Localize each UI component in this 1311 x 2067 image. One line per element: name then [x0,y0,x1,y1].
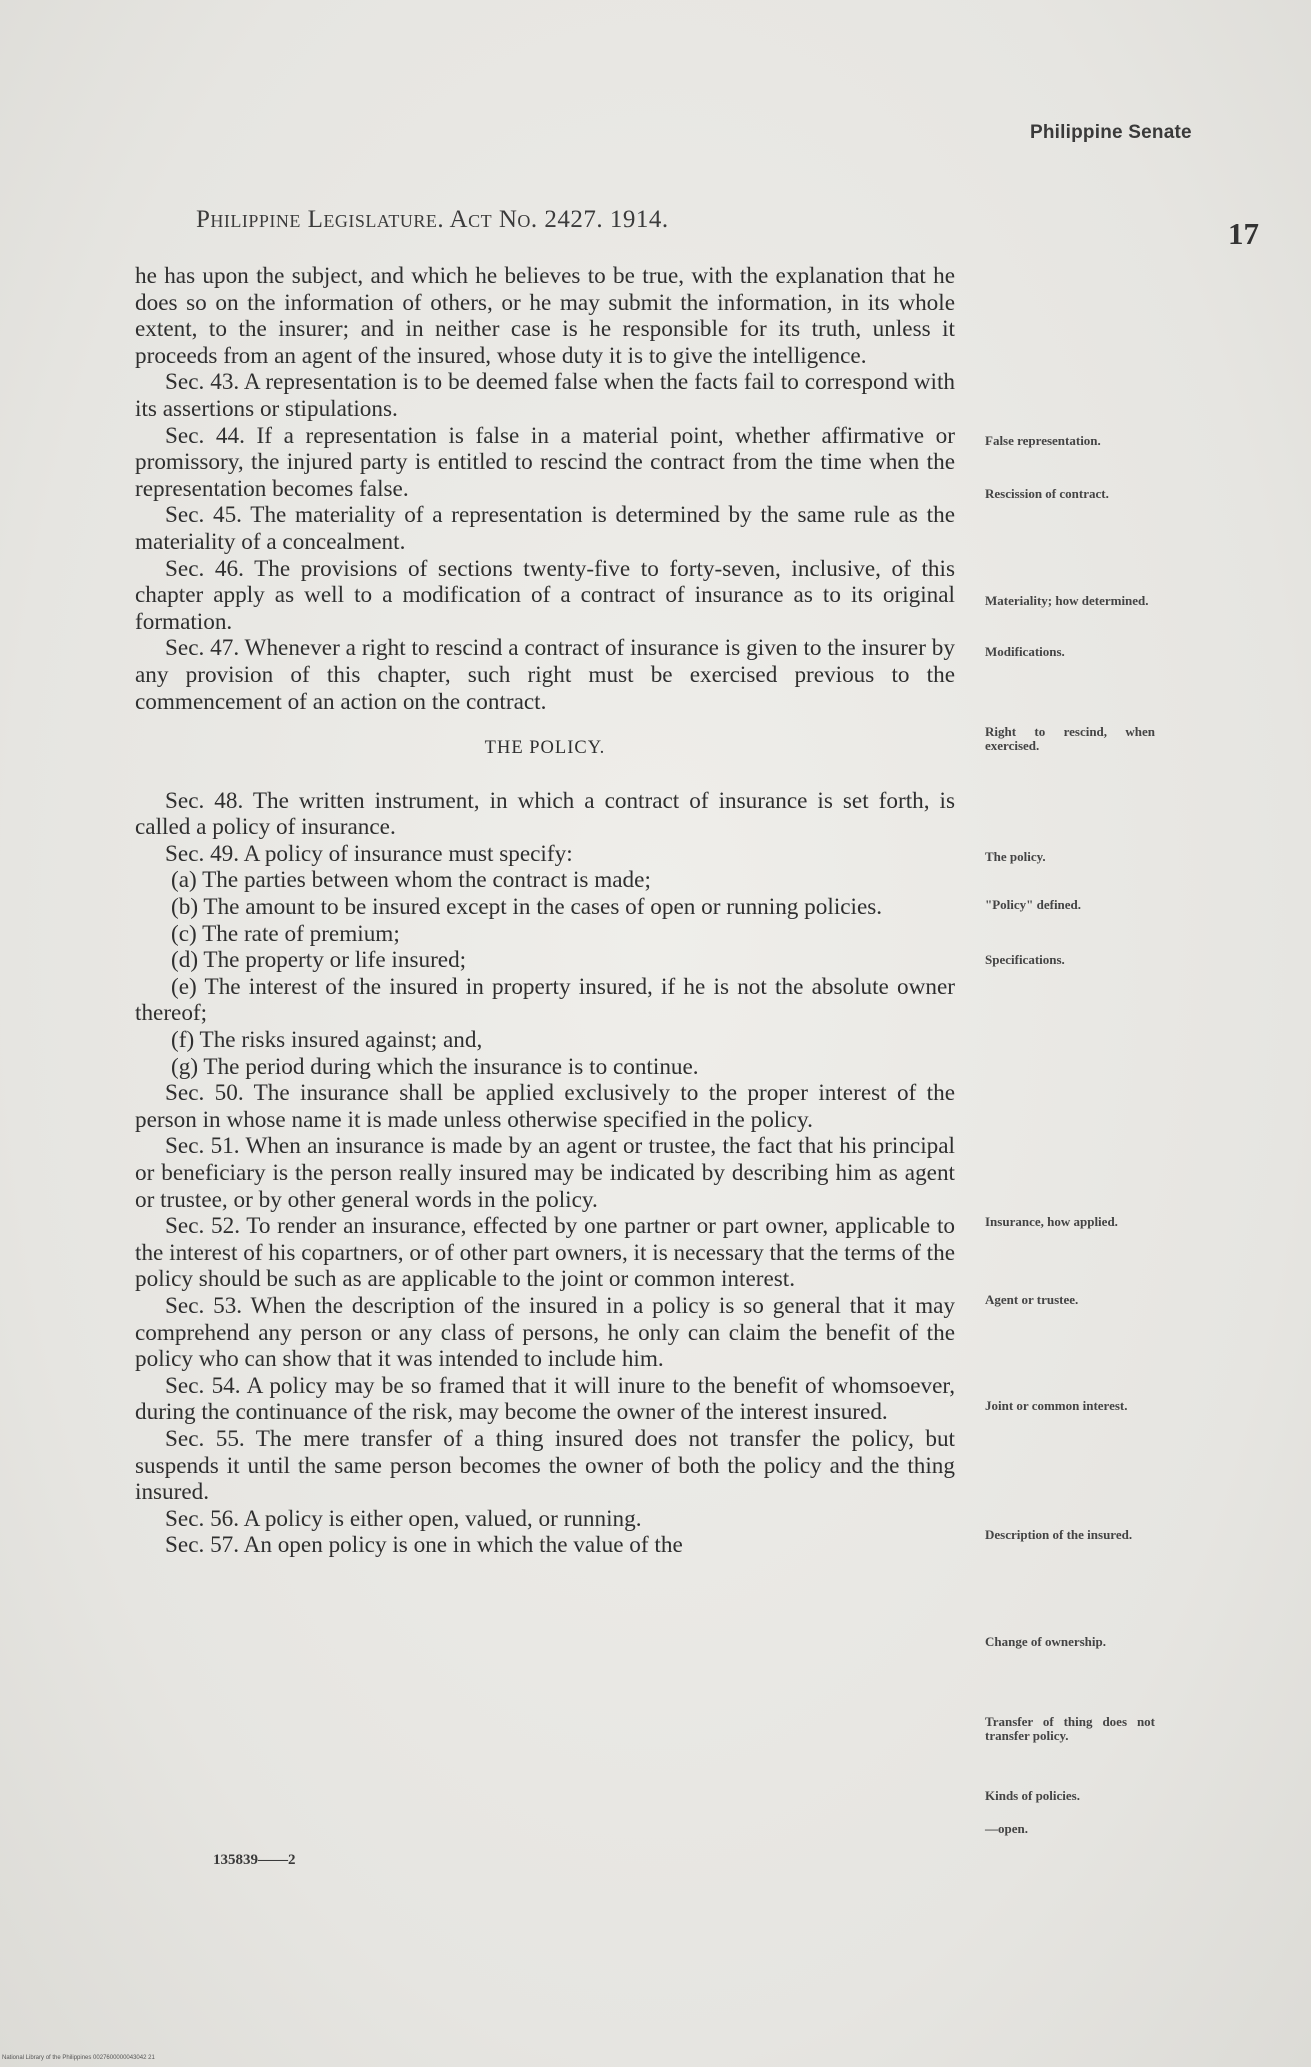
running-head: Philippine Legislature. Act No. 2427. 1914. [196,206,669,233]
section-47: Sec. 47. Whenever a right to rescind a contract of insurance is given to the insurer by any provision of this chapter, such right must be exercised previous to the commencement of an action on the contract. [135,635,955,715]
section-54: Sec. 54. A policy may be so framed that it will inure to the benefit of whomsoever, during the continuance of the risk, may become the owner of the interest insured. [135,1372,955,1426]
side-note: —open. [985,1821,1028,1836]
side-note: Modifications. [985,644,1065,659]
library-credit: National Library of the Philippines 0027600000043042 21 [2,2055,155,2061]
section-49: Sec. 49. A policy of insurance must specify: [165,840,573,867]
specification-item: (g) The period during which the insurance is to continue. [171,1053,699,1080]
side-note: Agent or trustee. [985,1292,1079,1307]
section-56: Sec. 56. A policy is either open, valued, or running. [165,1505,642,1532]
paragraph-continuation: he has upon the subject, and which he believes to be true, with the explanation that he does so on the information of others, or he may submit the information, in its whole extent, to the insurer; and in neither case is he responsible for its truth, unless it proceeds from an agent of the insured, whose duty it is to give the intelligence. [135,263,955,369]
side-note: Materiality; how determined. [985,593,1149,608]
section-51: Sec. 51. When an insurance is made by an agent or trustee, the fact that his principal or beneficiary is the person really insured may be indicated by describing him as agent or trustee, or by other general words in the policy. [135,1133,955,1213]
section-57: Sec. 57. An open policy is one in which the value of the [165,1532,683,1559]
section-44: Sec. 44. If a representation is false in a material point, whether affirmative or promissory, the injured party is entitled to rescind the contract from the time when the representation becomes false. [135,422,955,502]
section-heading: THE POLICY. [484,738,606,759]
side-note: Transfer of thing does not transfer policy. [985,1714,1155,1743]
specification-item: (c) The rate of premium; [171,920,400,947]
side-note: Right to rescind, when exercised. [985,724,1155,753]
section-48: Sec. 48. The written instrument, in which a contract of insurance is set forth, is called a policy of insurance. [135,787,955,841]
section-50: Sec. 50. The insurance shall be applied exclusively to the proper interest of the person in whose name it is made unless otherwise specified in the policy. [135,1080,955,1133]
specification-item: (f) The risks insured against; and, [171,1027,483,1054]
side-note: The policy. [985,849,1046,864]
side-note: Change of ownership. [985,1634,1106,1649]
section-53: Sec. 53. When the description of the insured in a policy is so general that it may comprehend any person or any class of persons, he only can claim the benefit of the policy who can show that it was intended to include him. [135,1292,955,1373]
specification-item: (d) The property or life insured; [171,947,467,974]
side-note: False representation. [985,433,1101,448]
body-text [135,263,955,1559]
section-52: Sec. 52. To render an insurance, effected by one partner or part owner, applicable to the interest of his copartners, or of other part owners, it is necessary that the terms of the policy should be such as are applicable to the joint or common interest. [135,1213,955,1293]
side-note: Insurance, how applied. [985,1214,1118,1229]
side-note: "Policy" defined. [985,897,1082,912]
side-note: Rescission of contract. [985,486,1109,501]
archive-stamp: Philippine Senate [1030,122,1192,143]
section-46: Sec. 46. The provisions of sections twenty-five to forty-seven, inclusive, of this chapter apply as well to a modification of a contract of insurance as to its original formation. [135,555,955,635]
specification-item: (e) The interest of the insured in property insured, if he is not the absolute owner thereof; [135,973,955,1027]
side-note: Specifications. [985,952,1065,967]
printer-signature: 135839——2 [213,1852,296,1868]
section-45: Sec. 45. The materiality of a representation is determined by the same rule as the materiality of a concealment. [135,502,955,555]
section-43: Sec. 43. A representation is to be deemed false when the facts fail to correspond with its assertions or stipulations. [135,369,955,422]
section-55: Sec. 55. The mere transfer of a thing insured does not transfer the policy, but suspends it until the same person becomes the owner of both the policy and the thing insured. [135,1425,955,1506]
side-note: Description of the insured. [985,1527,1133,1542]
side-note: Kinds of policies. [985,1788,1080,1803]
specification-item: (b) The amount to be insured except in the cases of open or running policies. [171,894,883,921]
specification-item: (a) The parties between whom the contract is made; [171,867,651,894]
page-number: 17 [1228,216,1259,251]
side-note: Joint or common interest. [985,1398,1128,1413]
